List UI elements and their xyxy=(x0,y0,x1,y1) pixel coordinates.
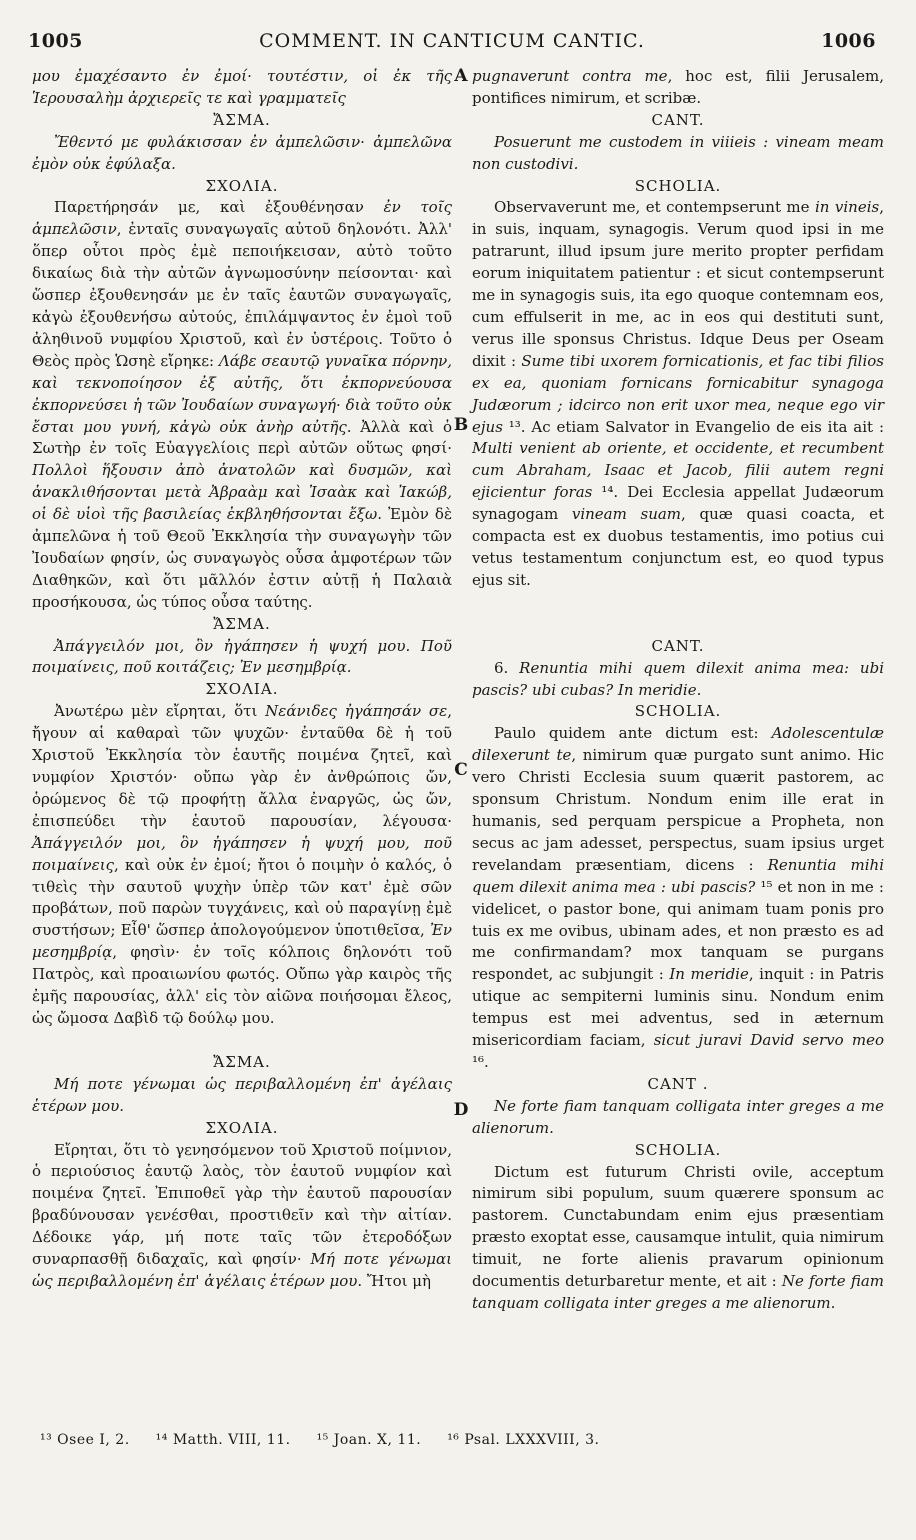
greek-verse: Ἀπάγγειλόν μοι, ὃν ἠγάπησεν ἡ ψυχή μου. Ποῦ ποιμαίνεις, ποῦ κοιτάζεις; Ἐν μεσημβρίᾳ. xyxy=(32,636,452,677)
latin-quote: Adolescentulæ dilexerunt te xyxy=(472,724,884,765)
latin-heading-scholia: SCHOLIA. xyxy=(634,702,722,721)
greek-text: , ἐνταῖς συναγωγαῖς αὐτοῦ δηλονότι. Ἀλλ' ὅπερ οὗτοι πρὸς ἐμὲ πεποιήκεισαν, αὐτὸ τοῦτο δικαίως διὰ τὴν αὐτῶν ἀγνωμοσύνην πείσονται· καὶ ὥσπερ ἐξουθενησάν με ἐν ταῖς ἑαυτῶν συναγωγαῖς, κἀγὼ ἐξουθενήσω αὐτούς, ἐπιλάμψαντος ἐν ἐμοὶ τοῦ ἀληθινοῦ νυμφίου Χριστοῦ, καὶ ἐν ὑστέροις. Τοῦτο ὁ Θεὸς πρὸς Ὡσηὲ εἴρηκε: xyxy=(32,220,452,370)
latin-scholion xyxy=(472,723,884,1074)
latin-verse xyxy=(472,658,884,702)
greek-heading-asma: ἌΣΜΑ. xyxy=(213,614,271,633)
greek-heading-asma: ἌΣΜΑ. xyxy=(213,110,271,129)
latin-paragraph xyxy=(472,66,884,110)
latin-quote: Ne forte fiam tanquam colligata inter greges a me alienorum. xyxy=(472,1272,884,1312)
latin-text: , in suis, inquam, synagogis. Verum quod ipsi in me patrarunt, illud ipsum jure merito propter perfidam eorum iniquitatem patientur : et sicut contempserunt me in synagogis suis, ita ego quoque contemnam eos, cum effulserit in me, ac in eos qui destituti sunt, verus ille sponsus Christus. Idque Deus per Oseam dixit : xyxy=(472,198,884,370)
greek-heading-scholia: ΣΧΟΛΙΑ. xyxy=(205,176,279,195)
latin-scholion xyxy=(472,1162,884,1315)
margin-marker-b: B xyxy=(453,415,469,435)
latin-scholion xyxy=(472,197,884,591)
greek-text: , καὶ οὐκ ἐν ἐμοί; ἤτοι ὁ ποιμὴν ὁ καλός, ὁ τιθεὶς τὴν σαυτοῦ ψυχὴν ὑπὲρ τῶν κατ' ἐμὲ σῶν προβάτων, ποῦ παρὼν τυγχάνεις, καὶ οὐ παραγίνῃ ἐμὲ συστήσων; Εἶθ' ὥσπερ ἀπολογούμενον ὑποτιθεῖσα, xyxy=(32,855,452,940)
greek-heading-scholia: ΣΧΟΛΙΑ. xyxy=(205,680,279,699)
footnote: ¹⁶ Psal. LXXXVIII, 3. xyxy=(447,1432,600,1448)
latin-quote: Sume tibi uxorem fornicationis, et fac tibi filios ex ea, quoniam fornicans fornicabitur synagoga Judæorum ; idcirco non erit uxor mea, neque ego vir ejus xyxy=(472,351,885,436)
latin-text: ¹⁴. Dei Ecclesia appellat Judæorum synagogam xyxy=(472,483,884,524)
verse-number: 6. xyxy=(494,658,520,677)
greek-text: Εἴρηται, ὅτι τὸ γενησόμενον τοῦ Χριστοῦ ποίμνιον, ὁ περιούσιος ἑαυτῷ λαὸς, τὸν ἑαυτοῦ νυμφίον καὶ ποιμένα ζητεῖ. Ἐπιποθεῖ γὰρ τὴν ἑαυτοῦ παρουσίαν βραδύνουσαν γενέσθαι, προστιθεῖν καὶ τὴν αἰτίαν. Δέδοικε γάρ, μή ποτε ταῖς τῶν ἑτεροδόξων συναρπασθῇ διδαχαῖς, καὶ φησίν· xyxy=(32,1140,452,1269)
latin-text: Paulo quidem ante dictum est: xyxy=(494,724,772,743)
greek-quote: Λάβε σεαυτῷ γυναῖκα πόρνην, καὶ τεκνοποίησον ἐξ αὐτῆς, ὅτι ἐκπορνεύουσα ἐκπορνεύσει ἡ τῶν Ἰουδαίων συναγωγή· διὰ τοῦτο οὐκ ἔσται μου γυνή, κἀγὼ οὐκ ἀνὴρ αὐτῆς xyxy=(32,351,452,436)
footnote: ¹³ Osee I, 2. xyxy=(40,1432,130,1448)
greek-quote: ἐν τοῖς ἀμπελῶσιν xyxy=(32,198,452,239)
greek-scholion xyxy=(32,701,452,1030)
greek-heading-scholia: ΣΧΟΛΙΑ. xyxy=(205,1118,279,1137)
latin-heading-cant: CANT. xyxy=(651,636,705,655)
latin-text: ¹⁶. xyxy=(472,1052,489,1071)
latin-text: , hoc est, filii Jerusalem, pontifices nimirum, et scribæ. xyxy=(472,67,884,107)
greek-quote: Πολλοὶ ἥξουσιν ἀπὸ ἀνατολῶν καὶ δυσμῶν, καὶ ἀνακλιθήσονται μετὰ Ἀβραὰμ καὶ Ἰσαὰκ καὶ Ἰακώβ, οἱ δὲ υἱοὶ τῆς βασιλείας ἐκβληθήσονται ἔξω xyxy=(32,461,452,524)
greek-quote: Νεάνιδες ἠγάπησάν σε xyxy=(265,702,448,721)
greek-text: . Ἤτοι μὴ xyxy=(357,1271,432,1290)
greek-text: , ἤγουν αἱ καθαραὶ τῶν ψυχῶν· ἐνταῦθα δὲ ἡ τοῦ Χριστοῦ Ἐκκλησία τὸν ἑαυτῆς ποιμένα ζητεῖ, καὶ νυμφίον Χριστόν· οὔπω γὰρ ἐν ἀνθρώποις ὤν, ὁρώμενος δὲ τῷ προφήτῃ ἄλλα ἐναργῶς, ὡς ὤν, ἐπισπεύδει τὴν ἑαυτοῦ παρουσίαν, λέγουσα· xyxy=(32,702,452,830)
page-number-right: 1006 xyxy=(821,30,876,52)
latin-text: Dictum est futurum Christi ovile, acceptum nimirum sibi populum, suum quærere sponsum ac pastorem. Cunctabundam enim ejus præsentiam præsto exoptat esse, causamque intulit, quia nimirum timuit, ne forte alienis pravarum opinionum documentis deturbaretur mente, et ait : xyxy=(472,1162,884,1291)
latin-heading-cant: CANT. xyxy=(651,110,705,129)
latin-quote: in vineis xyxy=(815,198,880,217)
latin-text: , inquit : in Patris utique ac sempiterni luminis sinu. Nondum enim tempus est mei adventus, sed in æternum misericordiam faciam, xyxy=(472,965,884,1050)
greek-scholion xyxy=(32,1140,452,1293)
footnote: ¹⁴ Matth. VIII, 11. xyxy=(155,1432,291,1448)
greek-quote: Ἀπάγγειλόν μοι, ὃν ἠγάπησεν ἡ ψυχή μου, ποῦ ποιμαίνεις xyxy=(32,833,452,874)
greek-quote: Ἐν μεσημβρίᾳ xyxy=(32,921,452,962)
latin-text: ¹⁵ et non in me : videlicet, o pastor bone, qui animam tuam ponis pro tuis ex me ovibus, ubinam ades, et non præsto es ad me confirmandam? mox tanquam se purgans respondet, ac subjungit : xyxy=(472,877,884,984)
greek-text: . Ἀλλὰ καὶ ὁ Σωτὴρ ἐν τοῖς Εὐαγγελίοις περὶ αὐτῶν οὕτως φησί· xyxy=(32,417,452,458)
latin-quote: Renuntia mihi quem dilexit anima mea : ubi pascis? xyxy=(472,855,884,896)
latin-quote: vineam suam xyxy=(571,505,682,524)
latin-quote: pugnaverunt contra me xyxy=(472,67,668,85)
latin-heading-scholia: SCHOLIA. xyxy=(634,176,722,195)
greek-paragraph: μου ἐμαχέσαντο ἐν ἐμοί· τουτέστιν, οἱ ἐκ τῆς Ἱερουσαλὴμ ἀρχιερεῖς τε καὶ γραμματεῖς xyxy=(32,67,452,107)
margin-marker-d: D xyxy=(453,1100,469,1120)
latin-text: Observaverunt me, et contempserunt me xyxy=(494,198,815,217)
greek-text: Ἀνωτέρω μὲν εἴρηται, ὅτι xyxy=(54,702,266,721)
greek-verse: Ἔθεντό με φυλάκισσαν ἐν ἀμπελῶσιν· ἀμπελῶνα ἐμὸν οὐκ ἐφύλαξα. xyxy=(32,132,452,173)
running-title: COMMENT. IN CANTICUM CANTIC. xyxy=(259,30,645,52)
latin-column xyxy=(472,66,884,1315)
greek-heading-asma: ἌΣΜΑ. xyxy=(213,1052,271,1071)
latin-text: ¹³. Ac etiam Salvator in Evangelio de eis ita ait : xyxy=(502,417,884,436)
latin-heading-cant: CANT . xyxy=(647,1074,709,1093)
greek-scholion xyxy=(32,197,452,613)
footnote: ¹⁵ Joan. X, 11. xyxy=(316,1432,422,1448)
greek-text: . Ἐμὸν δὲ ἀμπελῶνα ἡ τοῦ Θεοῦ Ἐκκλησία τὴν συναγωγὴν τῶν Ἰουδαίων φησίν, ὡς συναγωγὸς οὖσα ἀμφοτέρων τῶν Διαθηκῶν, καὶ ὅτι μᾶλλόν ἐστιν αὐτῇ ἡ Παλαιὰ προσήκουσα, ὡς τύπος οὖσα ταύτης. xyxy=(32,505,453,611)
footnotes xyxy=(40,1432,900,1448)
latin-quote: Renuntia mihi quem dilexit anima mea: ubi pascis? ubi cubas? In meridie. xyxy=(472,658,884,699)
greek-column xyxy=(32,66,452,1293)
latin-text: , quæ quasi coacta, et compacta est ex duobus testamentis, imo potius cui vetus testamentum conjunctum est, eo quod typus ejus sit. xyxy=(472,505,884,589)
latin-verse: Ne forte fiam tanquam colligata inter greges a me alienorum. xyxy=(472,1096,884,1137)
greek-text: , φησὶν· ἐν τοῖς κόλποις δηλονότι τοῦ Πατρὸς, καὶ προαιωνίου φωτός. Οὔπω γὰρ καιρὸς τῆς ἐμῆς παρουσίας, ἀλλ' εἰς τὸν αἰῶνα ποιήσομαι ἔλεος, ὡς ὤμοσα Δαβὶδ τῷ δούλῳ μου. xyxy=(32,943,452,1027)
greek-verse: Μή ποτε γένωμαι ὡς περιβαλλομένη ἐπ' ἀγέλαις ἑτέρων μου. xyxy=(32,1074,452,1115)
greek-text: Παρετήρησάν με, καὶ ἐξουθένησαν xyxy=(54,198,384,217)
latin-heading-scholia: SCHOLIA. xyxy=(634,1140,722,1159)
latin-quote: Multi venient ab oriente, et occidente, et recumbent cum Abraham, Isaac et Jacob, filii autem regni ejicientur foras xyxy=(472,439,884,502)
latin-text: , nimirum quæ purgato sunt animo. Hic vero Christi Ecclesia suum quærit pastorem, ac sponsum Christum. Nondum enim ille erat in humanis, sed perquam perspicue a Propheta, non secus ac jam adesset, perspectus, suam ipsius urget revelandam præsentiam, dicens : xyxy=(472,746,884,874)
latin-quote: In meridie xyxy=(669,965,749,984)
margin-markers xyxy=(449,0,473,1540)
latin-verse: Posuerunt me custodem in viiieis : vineam meam non custodivi. xyxy=(472,132,884,173)
page-number-left: 1005 xyxy=(28,30,83,52)
margin-marker-c: C xyxy=(454,760,468,780)
margin-marker-a: A xyxy=(454,66,468,86)
greek-quote: Μή ποτε γένωμαι ὡς περιβαλλομένη ἐπ' ἀγέλαις ἑτέρων μου xyxy=(32,1250,453,1290)
latin-quote: sicut juravi David servo meo xyxy=(653,1031,884,1050)
